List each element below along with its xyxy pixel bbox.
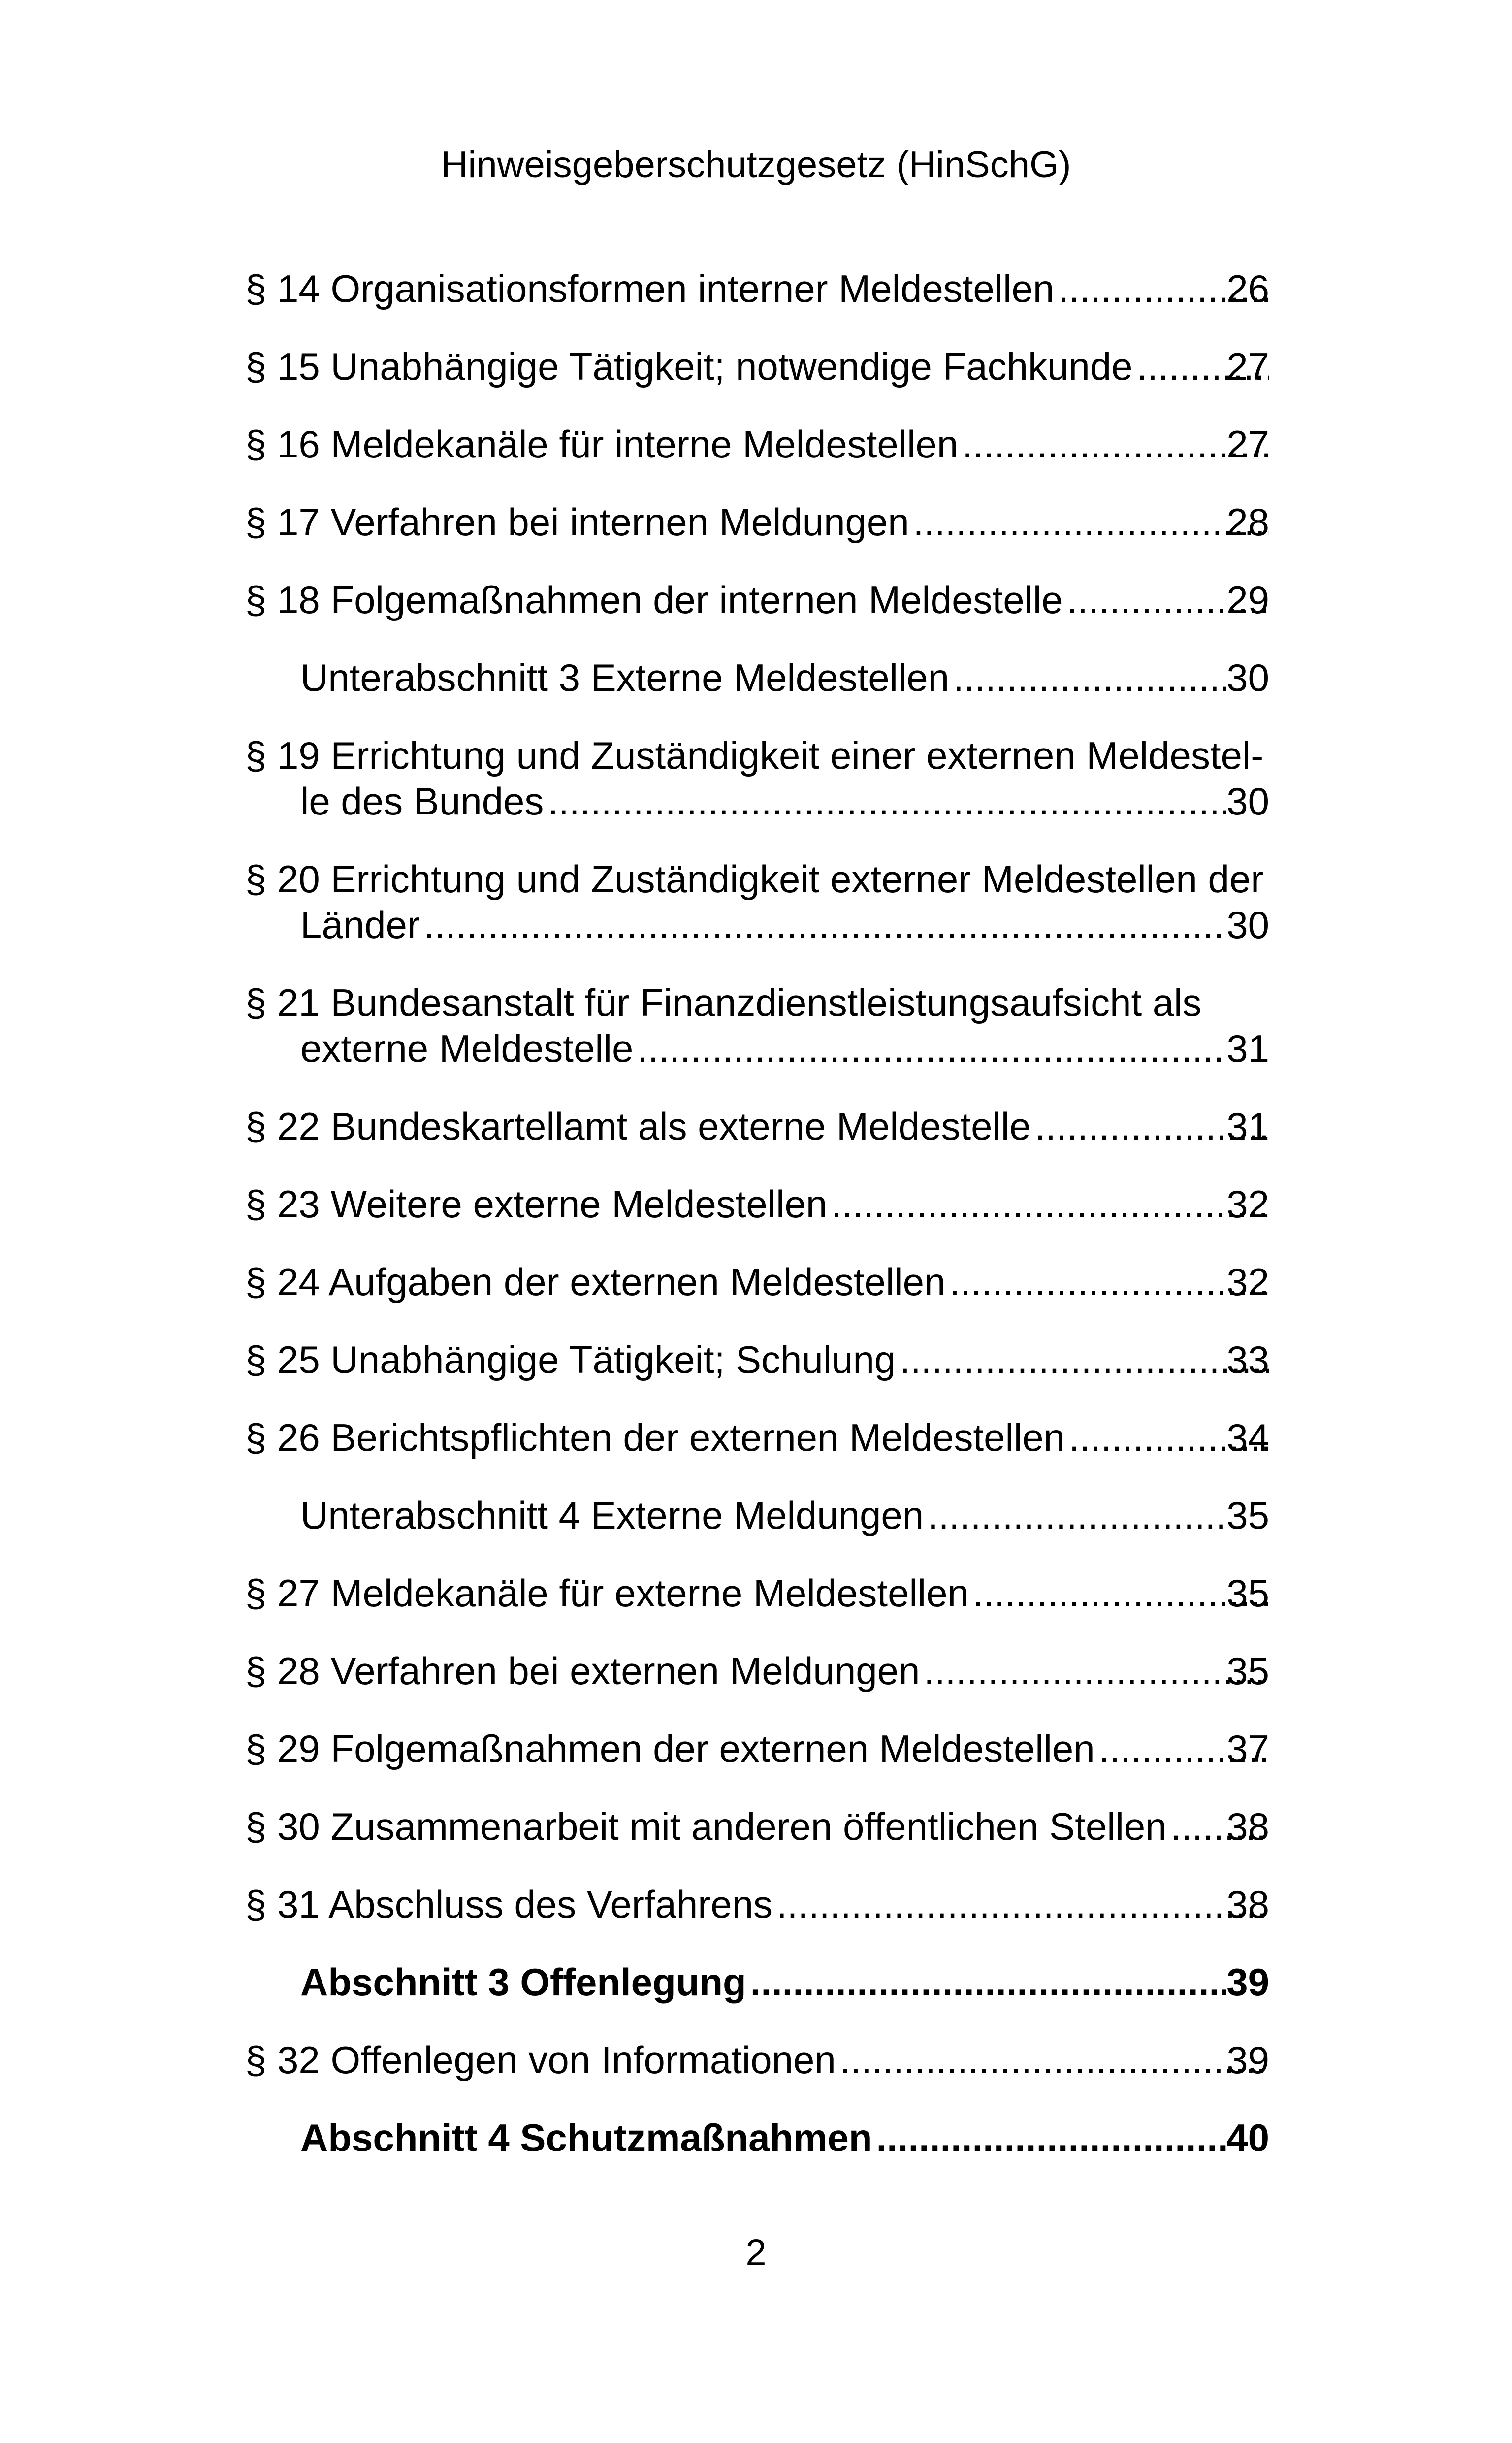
toc-entry-title: § 28 Verfahren bei externen Meldungen xyxy=(245,1649,920,1693)
toc-entry-page: 30 xyxy=(1226,903,1269,946)
toc-entry-title: Abschnitt 4 Schutzmaßnahmen xyxy=(300,2116,872,2159)
toc-entry-title: § 16 Meldekanäle für interne Meldestellen xyxy=(245,423,959,466)
toc-entry-last-line xyxy=(300,1026,1269,1072)
toc-entry-section: § 25 Unabhängige Tätigkeit; Schulung ..... 33 xyxy=(245,1337,1269,1383)
toc-entry-last-line xyxy=(300,902,1269,948)
toc-entry-title: § 24 Aufgaben der externen Meldestellen xyxy=(245,1260,946,1303)
dot-leader xyxy=(896,1337,1269,1383)
toc-entry-title: § 31 Abschluss des Verfahrens xyxy=(245,1883,773,1926)
toc-entry-section: § 32 Offenlegen von Informationen ..... 39 xyxy=(245,2037,1269,2083)
toc-entry-heading xyxy=(245,2115,1269,2161)
toc-entry-heading xyxy=(245,1493,1269,1538)
toc-entry-heading xyxy=(245,655,1269,701)
dot-leader xyxy=(945,1259,1269,1305)
toc-entry-title: le des Bundes xyxy=(300,780,544,823)
toc-entry-section: § 30 Zusammenarbeit mit anderen öffentlichen Stellen ..... 38 xyxy=(245,1804,1269,1850)
toc-entry-section: § 17 Verfahren bei internen Meldungen ..... 28 xyxy=(245,499,1269,545)
toc-entry-title-line: § 21 Bundesanstalt für Finanzdienstleistungsaufsicht als xyxy=(245,981,1202,1024)
toc-entry-section: § 22 Bundeskartellamt als externe Meldestelle ..... 31 xyxy=(245,1104,1269,1149)
dot-leader xyxy=(949,655,1226,701)
toc-entry-title: Abschnitt 3 Offenlegung xyxy=(300,1960,746,2004)
toc-entry-title: § 22 Bundeskartellamt als externe Meldestelle xyxy=(245,1105,1031,1148)
toc-entry-title: § 18 Folgemaßnahmen der internen Meldestelle xyxy=(245,578,1063,621)
toc-entry-title: § 26 Berichtspflichten der externen Meldestellen xyxy=(245,1416,1065,1459)
toc-entry-title: Unterabschnitt 3 Externe Meldestellen xyxy=(300,656,950,699)
dot-leader xyxy=(909,499,1269,545)
toc-entry-last-line xyxy=(300,779,1269,824)
dot-leader xyxy=(924,1493,1226,1538)
toc-entry-title: externe Meldestelle xyxy=(300,1027,634,1070)
toc-entry-page: 39 xyxy=(1226,1960,1269,2004)
dot-leader xyxy=(958,422,1269,467)
toc-entry-title: § 30 Zusammenarbeit mit anderen öffentlichen Stellen xyxy=(245,1805,1167,1848)
toc-entry-section: § 29 Folgemaßnahmen der externen Meldestellen ..... 37 xyxy=(245,1726,1269,1772)
toc-entry-section xyxy=(245,980,1269,1072)
toc-entry-title: § 17 Verfahren bei internen Meldungen xyxy=(245,500,909,544)
toc-entry-section: § 31 Abschluss des Verfahrens ..... 38 xyxy=(245,1882,1269,1927)
dot-leader xyxy=(772,1882,1269,1927)
toc-entry-title: § 29 Folgemaßnahmen der externen Meldestellen xyxy=(245,1727,1095,1770)
toc-entry-section: § 27 Meldekanäle für externe Meldestellen ..... 35 xyxy=(245,1570,1269,1616)
dot-leader xyxy=(544,779,1226,824)
toc-entry-title-line: § 20 Errichtung und Zuständigkeit externer Meldestellen der xyxy=(245,857,1264,901)
toc-entry-page: 30 xyxy=(1226,780,1269,823)
toc-entry-title: § 14 Organisationsformen interner Meldestellen xyxy=(245,267,1055,310)
toc-entry-title: Länder xyxy=(300,903,420,946)
toc-entry-page: 40 xyxy=(1226,2116,1269,2159)
dot-leader xyxy=(420,902,1226,948)
toc-entry-section xyxy=(245,856,1269,948)
toc-entry-title: § 27 Meldekanäle für externe Meldestellen xyxy=(245,1571,969,1615)
dot-leader xyxy=(872,2115,1226,2161)
toc-entry-page: 31 xyxy=(1226,1027,1269,1070)
toc-entry-title: Unterabschnitt 4 Externe Meldungen xyxy=(300,1494,924,1537)
toc-entry-section: § 24 Aufgaben der externen Meldestellen ..... 32 xyxy=(245,1259,1269,1305)
toc-entry-section: § 16 Meldekanäle für interne Meldestellen ..... 27 xyxy=(245,422,1269,467)
toc-entry-page: 35 xyxy=(1226,1494,1269,1537)
toc-entry-page: 30 xyxy=(1226,656,1269,699)
table-of-contents xyxy=(245,266,1269,2193)
running-header: Hinweisgeberschutzgesetz (HinSchG) xyxy=(441,144,1071,186)
toc-entry-section: § 15 Unabhängige Tätigkeit; notwendige Fachkunde ..... 27 xyxy=(245,344,1269,390)
toc-entry-title-line: § 19 Errichtung und Zuständigkeit einer externen Meldestel- xyxy=(245,734,1264,777)
page-number: 2 xyxy=(745,2232,767,2274)
toc-entry-section: § 18 Folgemaßnahmen der internen Meldestelle ..... 29 xyxy=(245,577,1269,623)
dot-leader xyxy=(633,1026,1226,1072)
toc-entry-title: § 25 Unabhängige Tätigkeit; Schulung xyxy=(245,1338,896,1381)
toc-entry-section: § 26 Berichtspflichten der externen Meldestellen ..... 34 xyxy=(245,1415,1269,1461)
toc-entry-section: § 28 Verfahren bei externen Meldungen ..... 35 xyxy=(245,1648,1269,1694)
toc-entry-title: § 15 Unabhängige Tätigkeit; notwendige Fachkunde xyxy=(245,345,1133,388)
dot-leader xyxy=(969,1570,1269,1616)
toc-entry-section: § 23 Weitere externe Meldestellen ..... 32 xyxy=(245,1181,1269,1227)
dot-leader xyxy=(746,1959,1227,2005)
dot-leader xyxy=(920,1648,1269,1694)
dot-leader xyxy=(836,2037,1269,2083)
toc-entry-section: § 14 Organisationsformen interner Meldestellen ..... 26 xyxy=(245,266,1269,312)
dot-leader xyxy=(827,1181,1269,1227)
toc-entry-heading xyxy=(245,1959,1269,2005)
toc-entry-title: § 32 Offenlegen von Informationen xyxy=(245,2038,836,2082)
toc-entry-section xyxy=(245,733,1269,824)
toc-entry-title: § 23 Weitere externe Meldestellen xyxy=(245,1182,828,1226)
